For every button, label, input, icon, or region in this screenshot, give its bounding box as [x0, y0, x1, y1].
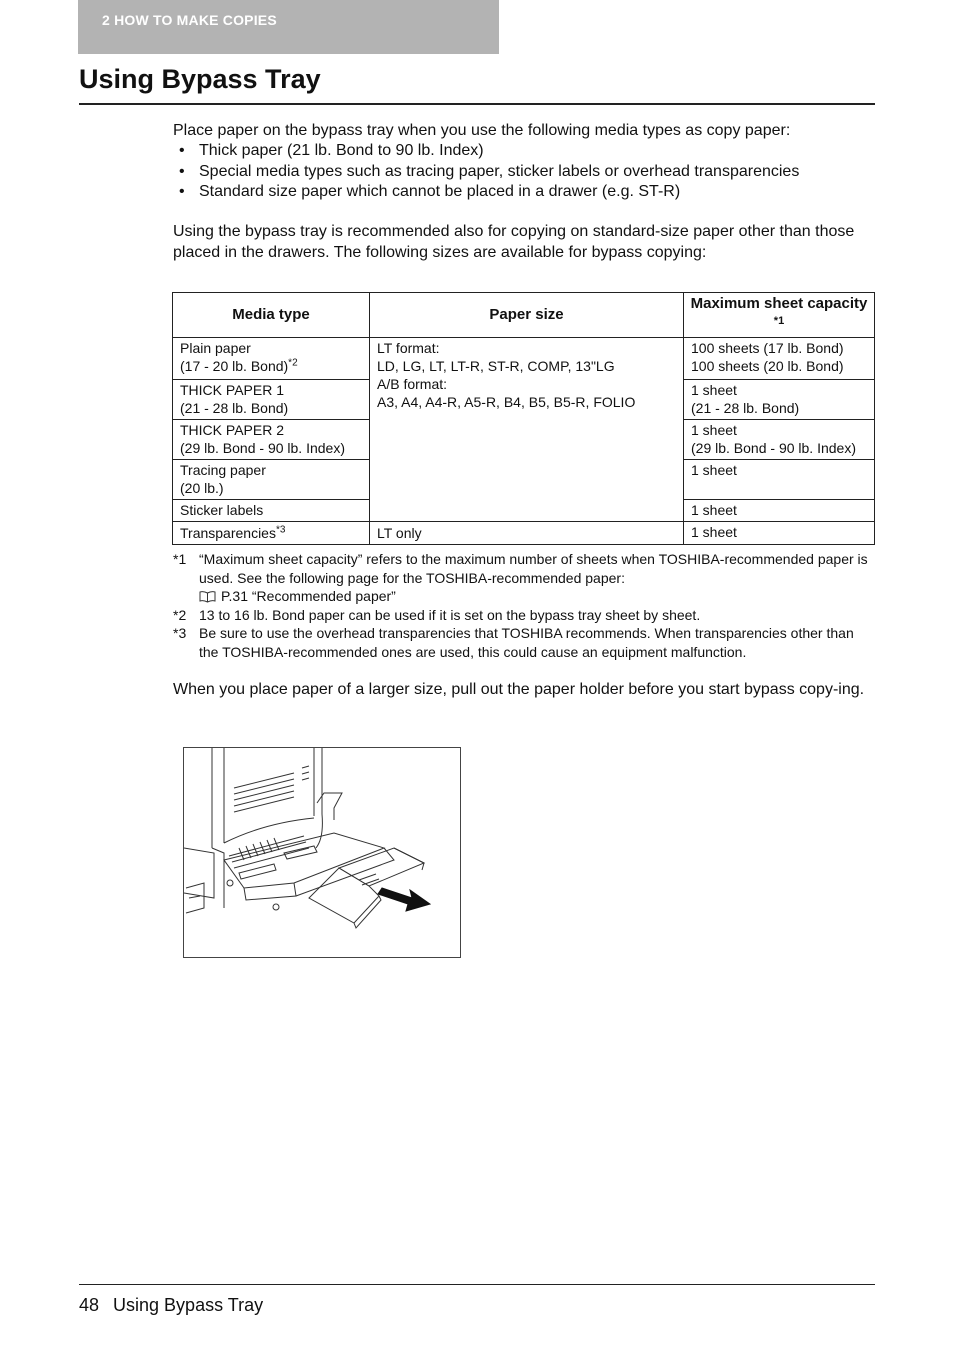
footnote-ref: *2	[288, 357, 298, 369]
paper-size-cell: LT only	[370, 522, 684, 545]
bypass-media-table	[172, 292, 875, 545]
footnote-ref: *1	[773, 315, 785, 327]
footnotes	[173, 550, 873, 661]
footnote-ref: *3	[275, 524, 286, 536]
footnote-2: *2 13 to 16 lb. Bond paper can be used if it is set on the bypass tray sheet by sheet.	[173, 606, 701, 623]
list-item: • Standard size paper which cannot be placed in a drawer (e.g. ST-R)	[173, 182, 799, 203]
capacity-cell: 1 sheet (29 lb. Bond - 90 lb. Index)	[684, 420, 875, 460]
footer-section-title: Using Bypass Tray	[113, 1295, 264, 1315]
book-icon	[199, 590, 216, 603]
list-item: • Thick paper (21 lb. Bond to 90 lb. Index)	[173, 141, 799, 162]
title-divider	[79, 103, 875, 105]
header-max-capacity: Maximum sheet capacity $^{*1}$	[684, 293, 875, 338]
media-type-cell: THICK PAPER 2 (29 lb. Bond - 90 lb. Index)	[173, 420, 370, 460]
media-type-list	[173, 141, 799, 203]
media-type-cell: Tracing paper (20 lb.)	[173, 460, 370, 500]
capacity-cell: 1 sheet	[684, 500, 875, 522]
page-footer	[79, 1295, 277, 1316]
table-header-row	[173, 293, 875, 338]
header-media-type: Media type	[173, 293, 370, 338]
intro-paragraph: Place paper on the bypass tray when you use the following media types as copy paper:	[173, 122, 791, 139]
copier-bypass-tray-drawing	[184, 748, 460, 957]
media-type-cell: Plain paper (17 - 20 lb. Bond)$^{*2}$	[173, 338, 370, 380]
chapter-label: 2 HOW TO MAKE COPIES	[102, 12, 277, 28]
larger-size-paragraph: When you place paper of a larger size, pull out the paper holder before you start bypass copy-ing.	[173, 681, 865, 698]
table-row	[173, 338, 875, 380]
bullet-icon: •	[179, 183, 185, 200]
capacity-cell: 1 sheet (21 - 28 lb. Bond)	[684, 380, 875, 420]
capacity-cell: 1 sheet	[684, 460, 875, 500]
footnote-3: *3 Be sure to use the overhead transparencies that TOSHIBA recommends. When transparencies other than the TOSHIBA-recommended ones are used, this could cause an equipment malfunction.	[173, 625, 854, 660]
bypass-tray-illustration	[183, 747, 461, 958]
capacity-cell: 1 sheet	[684, 522, 875, 545]
reference-link[interactable]: P.31 “Recommended paper”	[199, 587, 873, 606]
chapter-tab	[78, 0, 499, 54]
media-type-cell: Transparencies$^{*3}$	[173, 522, 370, 545]
list-item: • Special media types such as tracing paper, sticker labels or overhead transparencies	[173, 162, 799, 183]
capacity-cell: 100 sheets (17 lb. Bond) 100 sheets (20 lb. Bond)	[684, 338, 875, 380]
pull-arrow-icon	[378, 888, 430, 911]
footnote-1: *1 “Maximum sheet capacity” refers to the maximum number of sheets when TOSHIBA-recommended paper is used. See the following page for the TOSHIBA-recommended paper: P.31 “Recommended paper”	[173, 550, 873, 606]
bullet-icon: •	[179, 162, 185, 180]
footer-divider	[79, 1284, 875, 1285]
page-number: 48	[79, 1295, 100, 1315]
header-paper-size: Paper size	[370, 293, 684, 338]
bullet-icon: •	[179, 142, 185, 159]
media-type-cell: THICK PAPER 1 (21 - 28 lb. Bond)	[173, 380, 370, 420]
media-type-cell: Sticker labels	[173, 500, 370, 522]
recommend-paragraph: Using the bypass tray is recommended also for copying on standard-size paper other than those placed in the drawers. The following sizes are available for bypass copying:	[173, 223, 855, 261]
paper-size-cell: LT format: LD, LG, LT, LT-R, ST-R, COMP, 13"LG A/B format: A3, A4, A4-R, A5-R, B4, B5, B5-R, FOLIO	[370, 338, 684, 522]
page-title: Using Bypass Tray	[79, 64, 321, 94]
table-row	[173, 522, 875, 545]
